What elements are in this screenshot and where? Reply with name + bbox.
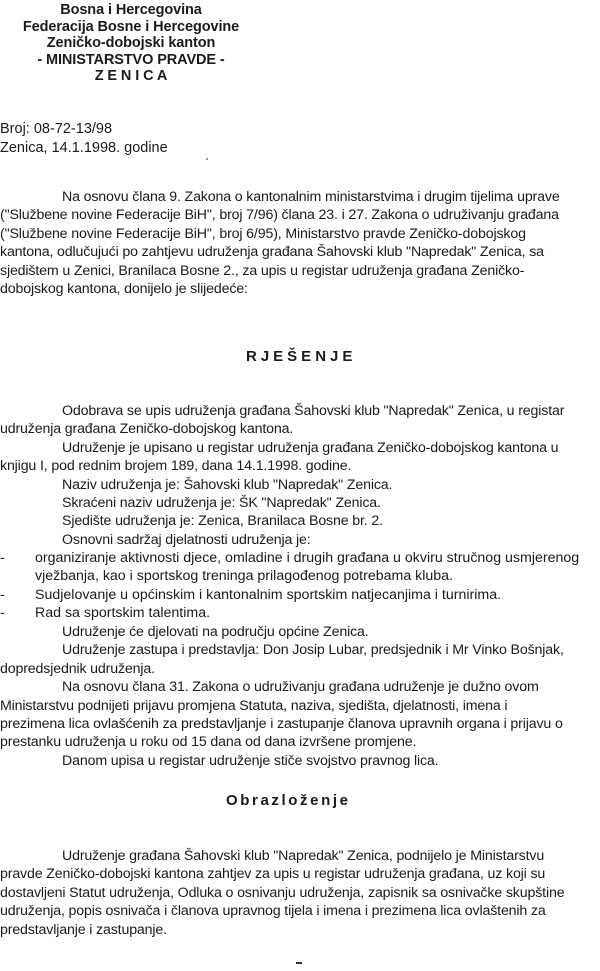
list-item bbox=[0, 586, 600, 604]
activity-text: Sudjelovanje u općinskim i kantonalnim sportskim natjecanjima i turnirima. bbox=[35, 586, 502, 603]
activities-list bbox=[0, 549, 600, 623]
preamble-line: dobojskog kantona, donijelo je slijedeće: bbox=[0, 281, 248, 298]
preamble-line: kantona, odlučujući po zahtjevu udruženja građana Šahovski klub "Napredak" Zenica, sa bbox=[0, 244, 544, 261]
list-item bbox=[0, 604, 600, 622]
header-city: Z E N I C A bbox=[94, 68, 168, 84]
scan-speck bbox=[206, 158, 208, 160]
activity-text: Rad sa sportskim talentima. bbox=[35, 605, 211, 622]
decision-line: udruženja građana Zeničko-dobojskog kantona. bbox=[0, 421, 294, 438]
decision-line: Ministarstvu podnijeti prijavu promjena Statuta, naziva, sjedišta, djelatnosti, imena i bbox=[0, 697, 508, 714]
document-header bbox=[0, 2, 262, 85]
reasoning-line: predstavljanje i zastupanje. bbox=[0, 921, 167, 938]
decision-line: Naziv udruženja je: Šahovski klub "Napredak" Zenica. bbox=[62, 476, 393, 493]
decision-line: knjigu I, pod rednim brojem 189, dana 14.1.1998. godine. bbox=[0, 458, 352, 475]
decision-continued-paragraph bbox=[0, 623, 600, 770]
list-dash: - bbox=[0, 605, 5, 622]
decision-line: Udruženje je upisano u registar udruženja građana Zeničko-dobojskog kantona u bbox=[62, 439, 559, 456]
decision-line: Danom upisa u registar udruženje stiče svojstvo pravnog lica. bbox=[62, 752, 439, 769]
header-country: Bosna i Hercegovina bbox=[60, 2, 202, 18]
list-dash: - bbox=[0, 586, 5, 603]
preamble-line: sjedištem u Zenici, Branilaca Bosne 2., za upis u registar udruženja građana Zeničko- bbox=[0, 262, 525, 279]
decision-line: Sjedište udruženja je: Zenica, Branilaca Bosne br. 2. bbox=[62, 513, 383, 530]
document-meta bbox=[0, 120, 168, 158]
header-ministry: - MINISTARSTVO PRAVDE - bbox=[37, 51, 225, 68]
reasoning-line: udruženja, popis osnivača i članova upravnog tijela i imena i prezimena lica ovlaštenih za bbox=[0, 903, 546, 920]
list-dash: - bbox=[0, 550, 5, 566]
decision-paragraph bbox=[0, 402, 600, 549]
preamble-line: ("Službene novine Federacije BiH", broj 6/95), Ministarstvo pravde Zeničko-dobojskog bbox=[0, 225, 526, 242]
decision-line: prezimena lica ovlašćenih za predstavljanje i zastupanje članova upravnih organa i prijavu o bbox=[0, 716, 563, 733]
header-canton: Zeničko-dobojski kanton bbox=[46, 35, 216, 51]
decision-line: Osnovni sadržaj djelatnosti udruženja je: bbox=[62, 531, 311, 548]
decision-line: Udruženje će djelovati na području općine Zenica. bbox=[62, 624, 369, 640]
header-federation: Federacija Bosne i Hercegovine bbox=[22, 18, 240, 35]
decision-line: dopredsjednik udruženja. bbox=[0, 660, 155, 677]
document-date: Zenica, 14.1.1998. godine bbox=[0, 140, 168, 156]
decision-line: Odobrava se upis udruženja građana Šahovski klub "Napredak" Zenica, u registar bbox=[62, 403, 565, 419]
decision-line: prestanku udruženja u roku od 15 dana od dana izvršene promjene. bbox=[0, 734, 417, 751]
reasoning-line: Udruženje građana Šahovski klub "Napredak" Zenica, podnijelo je Ministarstvu bbox=[62, 848, 545, 864]
list-item bbox=[0, 549, 600, 586]
reasoning-line: dostavljeni Statut udruženja, Odluka o osnivanju udruženja, zapisnik sa osnivačke skupštine bbox=[0, 884, 565, 901]
preamble-line: Na osnovu člana 9. Zakona o kantonalnim ministarstvima i drugim tijelima uprave bbox=[62, 189, 560, 205]
reasoning-line: pravde Zeničko-dobojski kantona zahtjev za upis u registar udruženja građana, uz koji su bbox=[0, 866, 546, 883]
reasoning-paragraph bbox=[0, 847, 600, 939]
preamble-paragraph bbox=[0, 188, 600, 298]
decision-line: Skraćeni naziv udruženja je: ŠK "Napredak" Zenica. bbox=[62, 495, 381, 512]
reasoning-heading: Obrazloženje bbox=[226, 792, 351, 809]
page-number-mark bbox=[296, 962, 302, 964]
decision-heading: RJEŠENJE bbox=[246, 348, 357, 365]
activity-text: organiziranje aktivnosti djece, omladine i drugih građana u okviru stručnog usmjerenog bbox=[35, 550, 580, 566]
reference-number: Broj: 08-72-13/98 bbox=[0, 121, 113, 137]
decision-line: Na osnovu člana 31. Zakona o udruživanju građana udruženje je dužno ovom bbox=[62, 679, 539, 696]
preamble-line: ("Službene novine Federacije BiH", broj 7/96) člana 23. i 27. Zakona o udruživanju građana bbox=[0, 207, 559, 224]
decision-line: Udruženje zastupa i predstavlja: Don Josip Lubar, predsjednik i Mr Vinko Bošnjak, bbox=[62, 642, 564, 659]
activity-text: vježbanja, kao i sportskog treninga prilagođenog potrebama kluba. bbox=[35, 568, 454, 585]
